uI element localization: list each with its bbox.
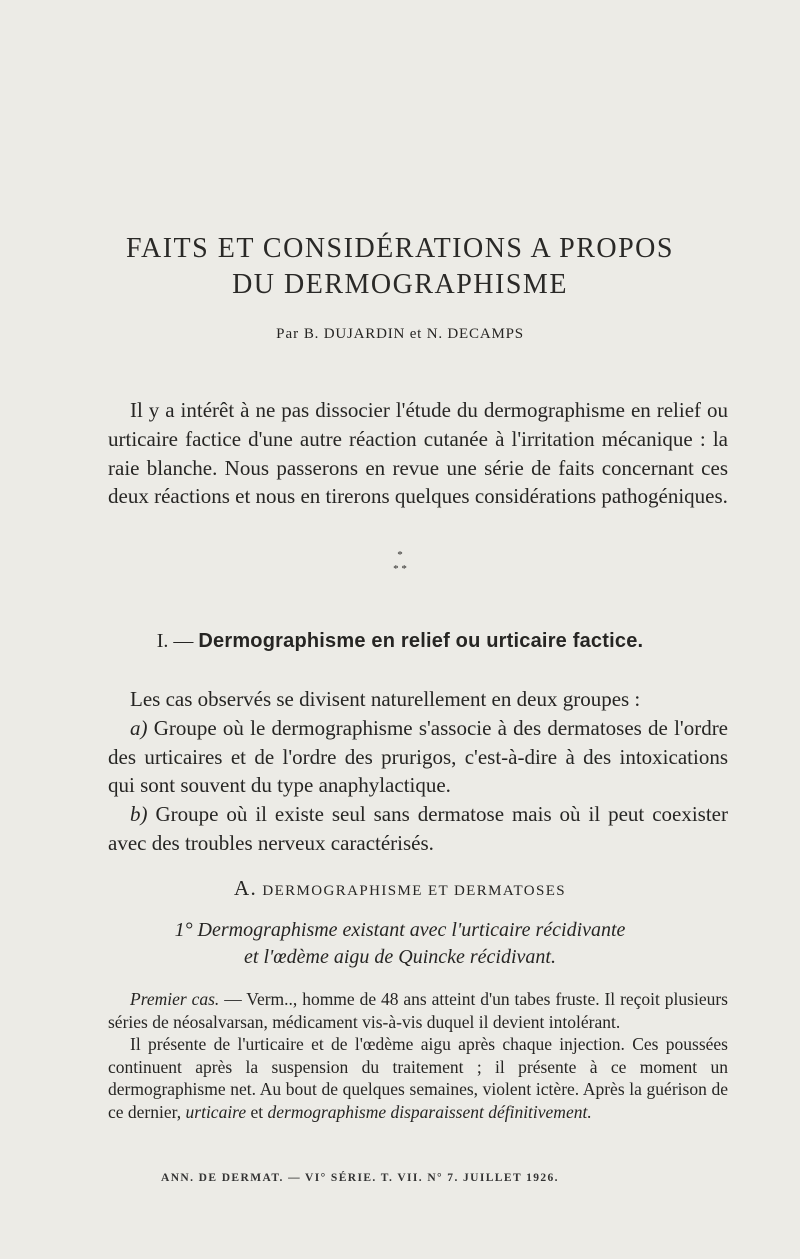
group-b-text: Groupe où il existe seul sans dermatose mais où il peut coexister avec des troubles nerveux caractérisés. xyxy=(108,802,728,855)
case-label: Premier cas. xyxy=(130,989,220,1009)
article-title-line2: DU DERMOGRAPHISME xyxy=(232,269,568,300)
case-emphasis-2: dermographisme disparaissent définitivement. xyxy=(267,1101,592,1122)
asterism-top: * xyxy=(397,549,403,561)
journal-footer: ANN. DE DERMAT. — VI° SÉRIE. T. VII. N° 7. JUILLET 1926. xyxy=(161,1172,559,1184)
italic-heading-line2: et l'œdème aigu de Quincke récidivant. xyxy=(244,946,556,968)
article-title-line1: FAITS ET CONSIDÉRATIONS A PROPOS xyxy=(126,233,674,264)
italic-heading-line1: 1° Dermographisme existant avec l'urticaire récidivante xyxy=(174,919,626,941)
subsection-title: DERMOGRAPHISME ET DERMATOSES xyxy=(262,883,567,899)
section-number: I. — xyxy=(156,630,194,652)
group-a-text: Groupe où le dermographisme s'associe à des dermatoses de l'ordre des urticaires et de l'ordre des prurigos, c'est-à-dire à des intoxications qui sont souvent du type anaphylactique. xyxy=(108,715,729,798)
paragraph-groups: Les cas observés se divisent naturellement en deux groupes : xyxy=(130,687,641,711)
paragraph-group-b xyxy=(108,800,728,858)
case-paragraph-1 xyxy=(108,988,728,1033)
group-b-letter: b) xyxy=(130,802,148,827)
section-body xyxy=(108,685,728,858)
asterism-bottom: * * xyxy=(393,563,407,575)
subsection-heading xyxy=(0,876,800,901)
intro-paragraph: Il y a intérêt à ne pas dissocier l'étude du dermographisme en relief ou urticaire factice d'une autre réaction cutanée à l'irritation mécanique : la raie blanche. Nous passerons en revue une série de faits concernant ces deux réactions et nous en tirerons quelques considérations pathogéniques. xyxy=(108,398,728,509)
paragraph-group-a xyxy=(108,714,728,800)
case-conjunction: et xyxy=(246,1101,268,1122)
byline-prefix: Par xyxy=(276,326,300,342)
group-a-letter: a) xyxy=(130,715,148,740)
section-title: Dermographisme en relief ou urticaire factice. xyxy=(198,630,644,652)
case-text-1: — Verm.., homme de 48 ans atteint d'un tabes fruste. Il reçoit plusieurs séries de néosalvarsan, médicament vis-à-vis duquel il devient intolérant. xyxy=(108,989,728,1032)
case-report xyxy=(108,988,728,1124)
case-text-2: Il présente de l'urticaire et de l'œdème aigu après chaque injection. Ces poussées continuent après la suspension du traitement ; il présente à ce moment un dermographisme net. Au bout de quelques semaines, violent ictère. Après la guérison de ce dernier, xyxy=(108,1034,728,1122)
byline xyxy=(0,326,800,343)
authors: B. DUJARDIN et N. DECAMPS xyxy=(303,326,524,342)
case-emphasis-1: urticaire xyxy=(185,1101,247,1122)
subsection-letter: A. xyxy=(233,876,258,900)
case-paragraph-2 xyxy=(108,1033,728,1123)
section-heading xyxy=(0,628,800,654)
